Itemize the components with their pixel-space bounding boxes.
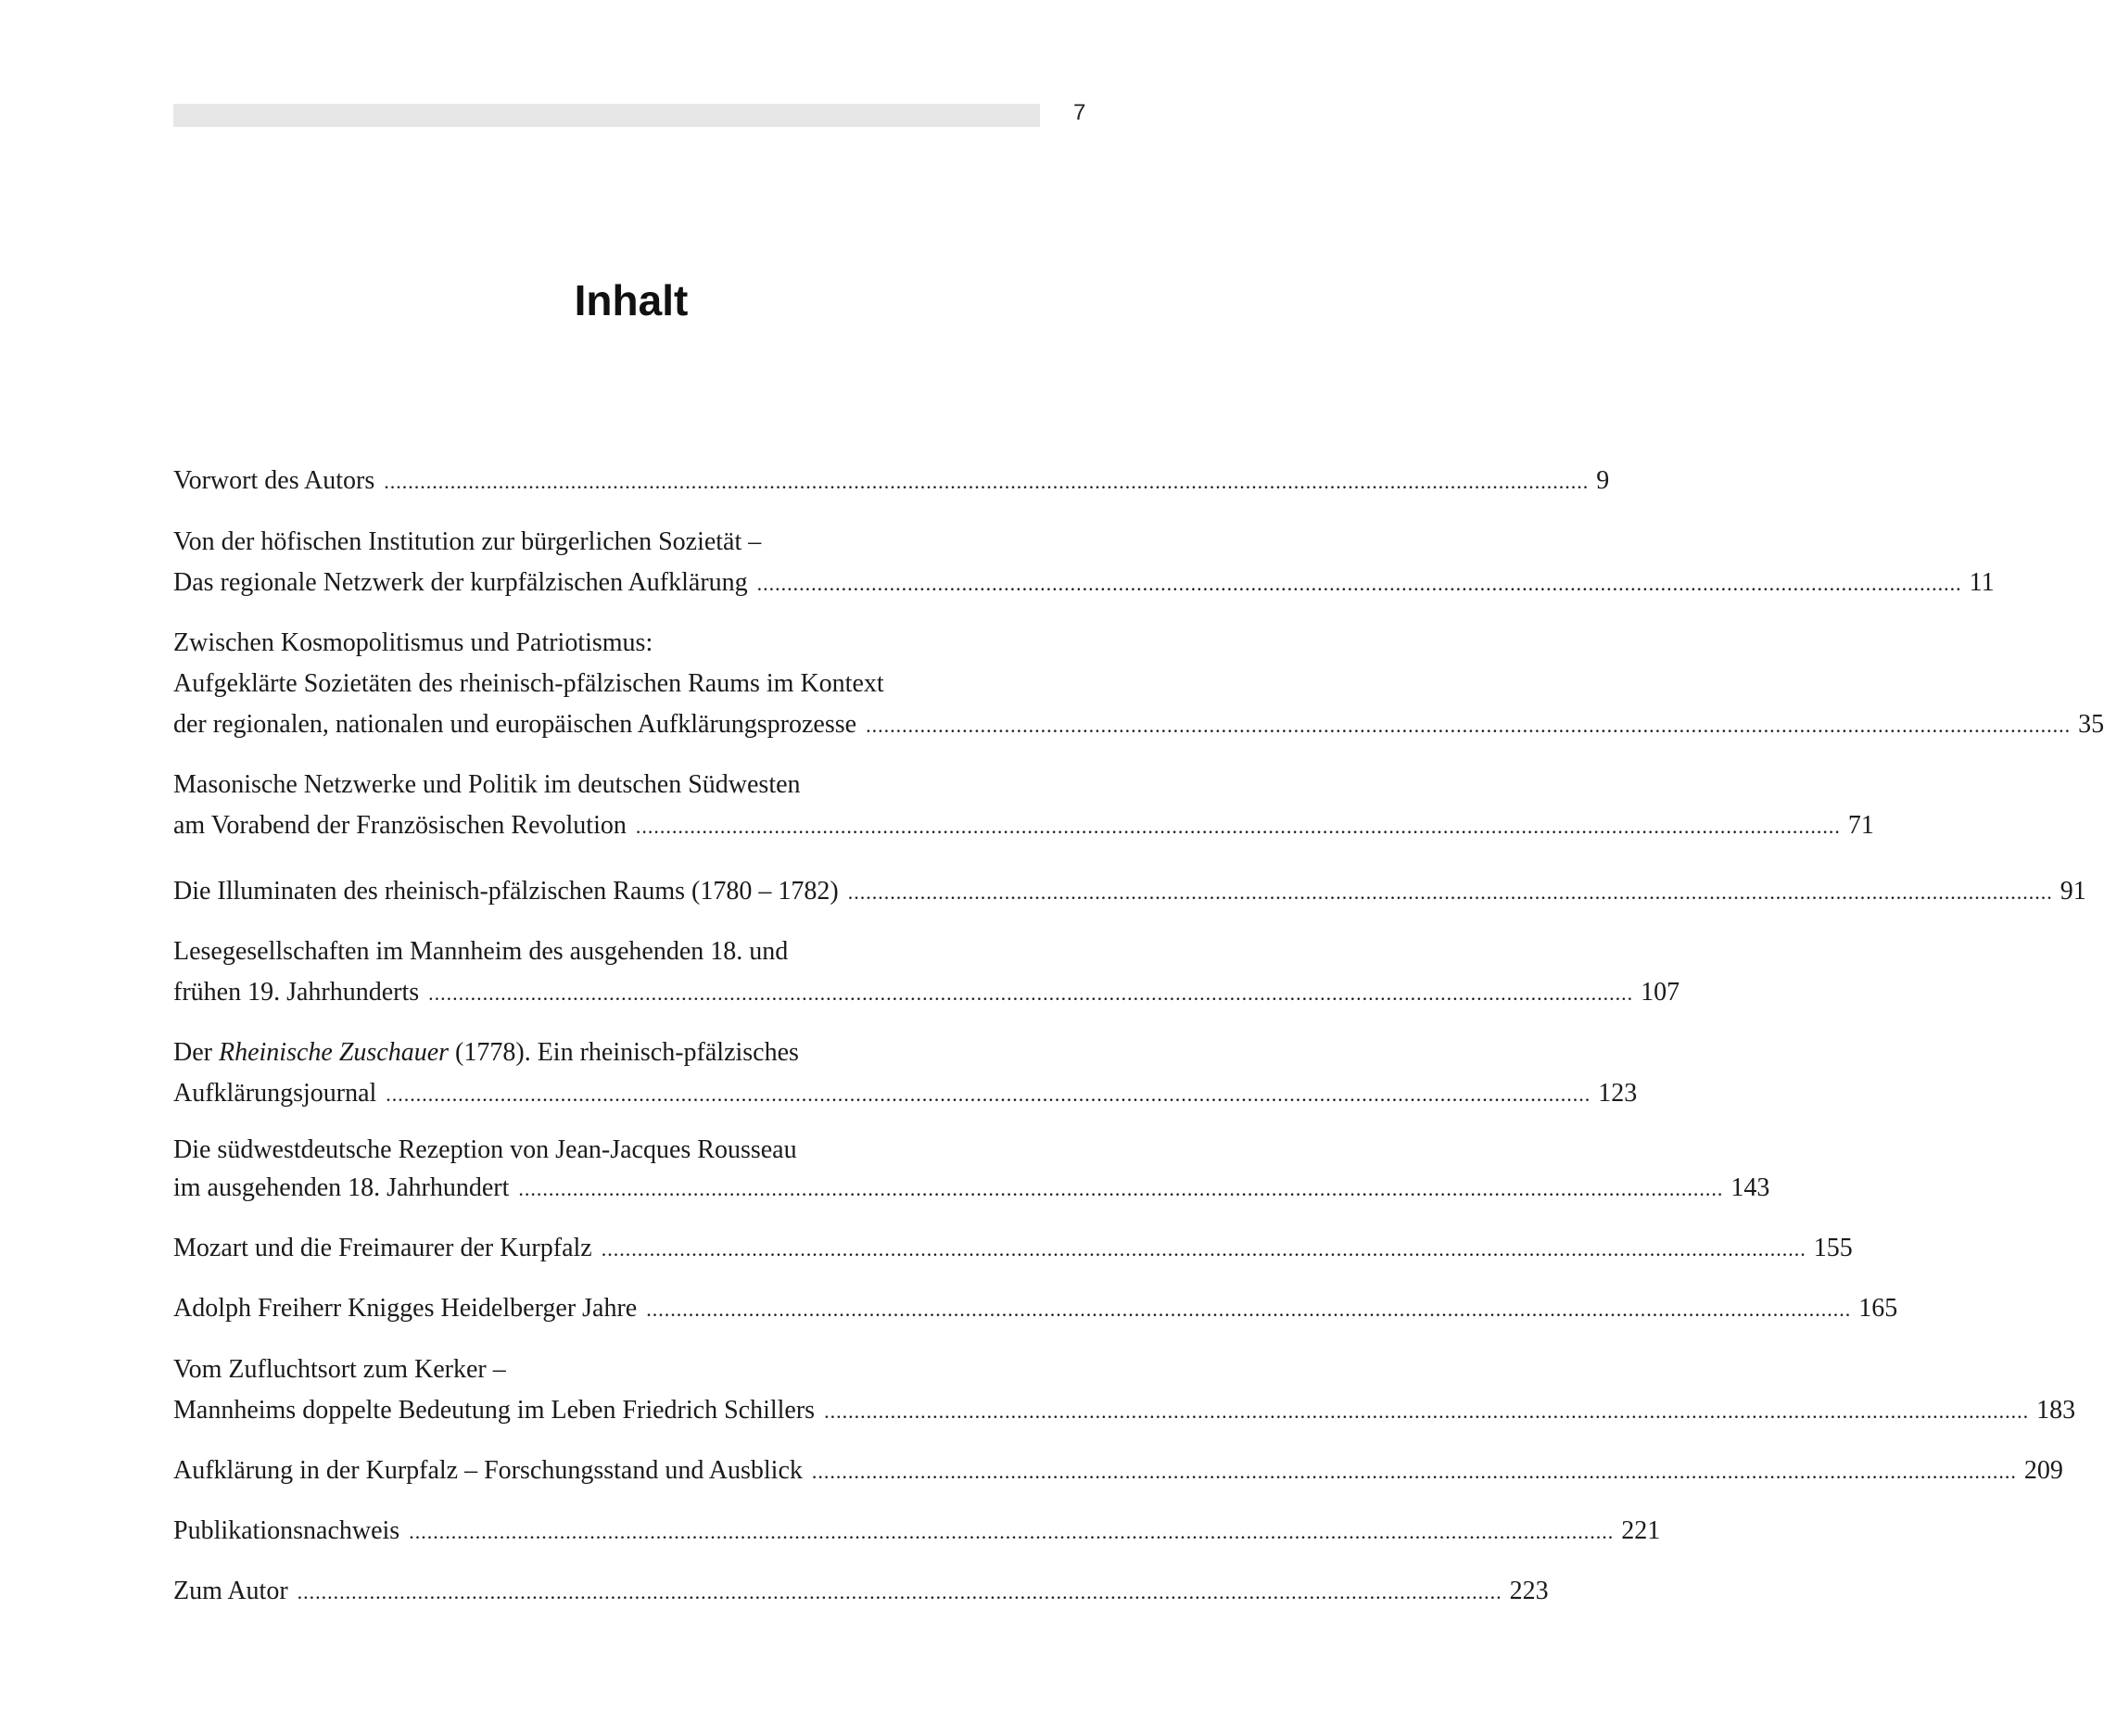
toc-entry[interactable] xyxy=(173,1350,2076,1431)
toc-page-number: 155 xyxy=(1813,1234,1853,1262)
toc-entry-line: Masonische Netzwerke und Politik im deutschen Südwesten xyxy=(173,770,801,799)
toc-entry-last-line xyxy=(173,972,1680,1013)
toc-page-number: 183 xyxy=(2036,1396,2076,1425)
toc-page-number: 11 xyxy=(1969,568,1995,597)
toc-entry-last-line xyxy=(173,1288,1898,1329)
toc-leader-dots: ........................................................................................................................................................................................................ xyxy=(824,1400,2030,1423)
toc-entry[interactable] xyxy=(173,522,1995,603)
toc-entry-line: Die südwestdeutsche Rezeption von Jean-Jacques Rousseau xyxy=(173,1135,797,1164)
toc-leader-dots: ........................................................................................................................................................................................................ xyxy=(847,881,2053,904)
toc-page-number: 123 xyxy=(1598,1079,1638,1108)
toc-entry-last-line xyxy=(173,1511,1661,1552)
toc-entry-last-line xyxy=(173,1451,2063,1491)
page-title: Inhalt xyxy=(574,276,689,324)
toc-entry-title: Aufklärungsjournal xyxy=(173,1079,377,1108)
toc-page-number: 107 xyxy=(1641,978,1680,1007)
toc-entry-title: Publikationsnachweis xyxy=(173,1516,400,1545)
toc-leader-dots: ........................................................................................................................................................................................................ xyxy=(297,1580,1502,1603)
toc-entry-line: Vom Zufluchtsort zum Kerker – xyxy=(173,1355,506,1384)
toc-entry[interactable] xyxy=(173,461,1610,501)
toc-entry[interactable] xyxy=(173,765,1874,846)
toc-leader-dots: ........................................................................................................................................................................................................ xyxy=(409,1520,1615,1543)
toc-entry-title: Mozart und die Freimaurer der Kurpfalz xyxy=(173,1234,592,1262)
toc-leader-dots: ........................................................................................................................................................................................................ xyxy=(428,982,1634,1005)
toc-entry-title: Vorwort des Autors xyxy=(173,466,375,495)
toc-entry-title: Zum Autor xyxy=(173,1577,288,1605)
toc-entry-last-line xyxy=(173,1571,1549,1612)
toc-entry-line: Aufgeklärte Sozietäten des rheinisch-pfälzischen Raums im Kontext xyxy=(173,669,884,698)
toc-entry-title: Die Illuminaten des rheinisch-pfälzischen Raums (1780 – 1782) xyxy=(173,877,839,906)
toc-entry-line-italic: Der Rheinische Zuschauer (1778). Ein rheinisch-pfälzisches xyxy=(173,1038,799,1067)
toc-entry-title: Adolph Freiherr Knigges Heidelberger Jahre xyxy=(173,1294,638,1323)
toc-entry[interactable] xyxy=(173,1288,1898,1329)
toc-entry[interactable] xyxy=(173,1033,1638,1114)
toc-entry[interactable] xyxy=(173,931,1680,1013)
toc-entry[interactable] xyxy=(173,1133,1770,1209)
toc-entry-last-line xyxy=(173,1228,1853,1269)
toc-entry[interactable] xyxy=(173,1228,1853,1269)
toc-leader-dots: ........................................................................................................................................................................................................ xyxy=(601,1237,1806,1261)
toc-page-number: 71 xyxy=(1847,811,1874,840)
toc-page-number: 35 xyxy=(2078,710,2104,739)
toc-entry-title: frühen 19. Jahrhunderts xyxy=(173,978,420,1007)
header-rule xyxy=(173,104,1040,127)
toc-entry-last-line xyxy=(173,461,1610,501)
toc-entry-last-line xyxy=(173,1168,1770,1209)
toc-leader-dots: ........................................................................................................................................................................................................ xyxy=(635,815,1841,838)
toc-leader-dots: ........................................................................................................................................................................................................ xyxy=(756,572,1962,595)
toc-leader-dots: ........................................................................................................................................................................................................ xyxy=(866,714,2072,737)
toc-entry-title: Das regionale Netzwerk der kurpfälzischen Aufklärung xyxy=(173,568,748,597)
toc-entry-line: Von der höfischen Institution zur bürgerlichen Sozietät – xyxy=(173,527,762,556)
toc-entry[interactable] xyxy=(173,1511,1661,1552)
toc-entry[interactable] xyxy=(173,1571,1549,1612)
toc-leader-dots: ........................................................................................................................................................................................................ xyxy=(811,1460,2017,1483)
toc-entry-last-line xyxy=(173,704,2104,745)
toc-entry-line: Lesegesellschaften im Mannheim des ausgehenden 18. und xyxy=(173,937,789,966)
toc-entry-line: Zwischen Kosmopolitismus und Patriotismus: xyxy=(173,628,653,657)
toc-page-number: 165 xyxy=(1858,1294,1898,1323)
toc-entry-last-line xyxy=(173,1390,2076,1431)
toc-entry[interactable] xyxy=(173,623,2104,745)
toc-entry-title: im ausgehenden 18. Jahrhundert xyxy=(173,1173,510,1202)
toc-entry[interactable] xyxy=(173,871,2086,912)
toc-page-number: 209 xyxy=(2023,1456,2063,1485)
toc-page-number: 143 xyxy=(1730,1173,1770,1202)
toc-page-number: 221 xyxy=(1621,1516,1661,1545)
page-number: 7 xyxy=(1073,100,1086,125)
toc-entry-last-line xyxy=(173,805,1874,846)
toc-entry-title: Mannheims doppelte Bedeutung im Leben Friedrich Schillers xyxy=(173,1396,816,1425)
toc-page-number: 91 xyxy=(2060,877,2086,906)
toc-entry-title: am Vorabend der Französischen Revolution xyxy=(173,811,627,840)
toc-entry-last-line xyxy=(173,1073,1638,1114)
toc-entry-last-line xyxy=(173,563,1995,603)
toc-leader-dots: ........................................................................................................................................................................................................ xyxy=(518,1177,1724,1200)
toc-page-number: 9 xyxy=(1596,466,1610,495)
toc-leader-dots: ........................................................................................................................................................................................................ xyxy=(646,1298,1852,1321)
toc-leader-dots: ........................................................................................................................................................................................................ xyxy=(384,470,1590,493)
toc-entry-title: der regionalen, nationalen und europäischen Aufklärungsprozesse xyxy=(173,710,857,739)
toc-entry-last-line xyxy=(173,871,2086,912)
toc-entry-title: Aufklärung in der Kurpfalz – Forschungsstand und Ausblick xyxy=(173,1456,803,1485)
toc-entry[interactable] xyxy=(173,1451,2063,1491)
toc-leader-dots: ........................................................................................................................................................................................................ xyxy=(386,1083,1591,1106)
toc-page-number: 223 xyxy=(1509,1577,1549,1605)
